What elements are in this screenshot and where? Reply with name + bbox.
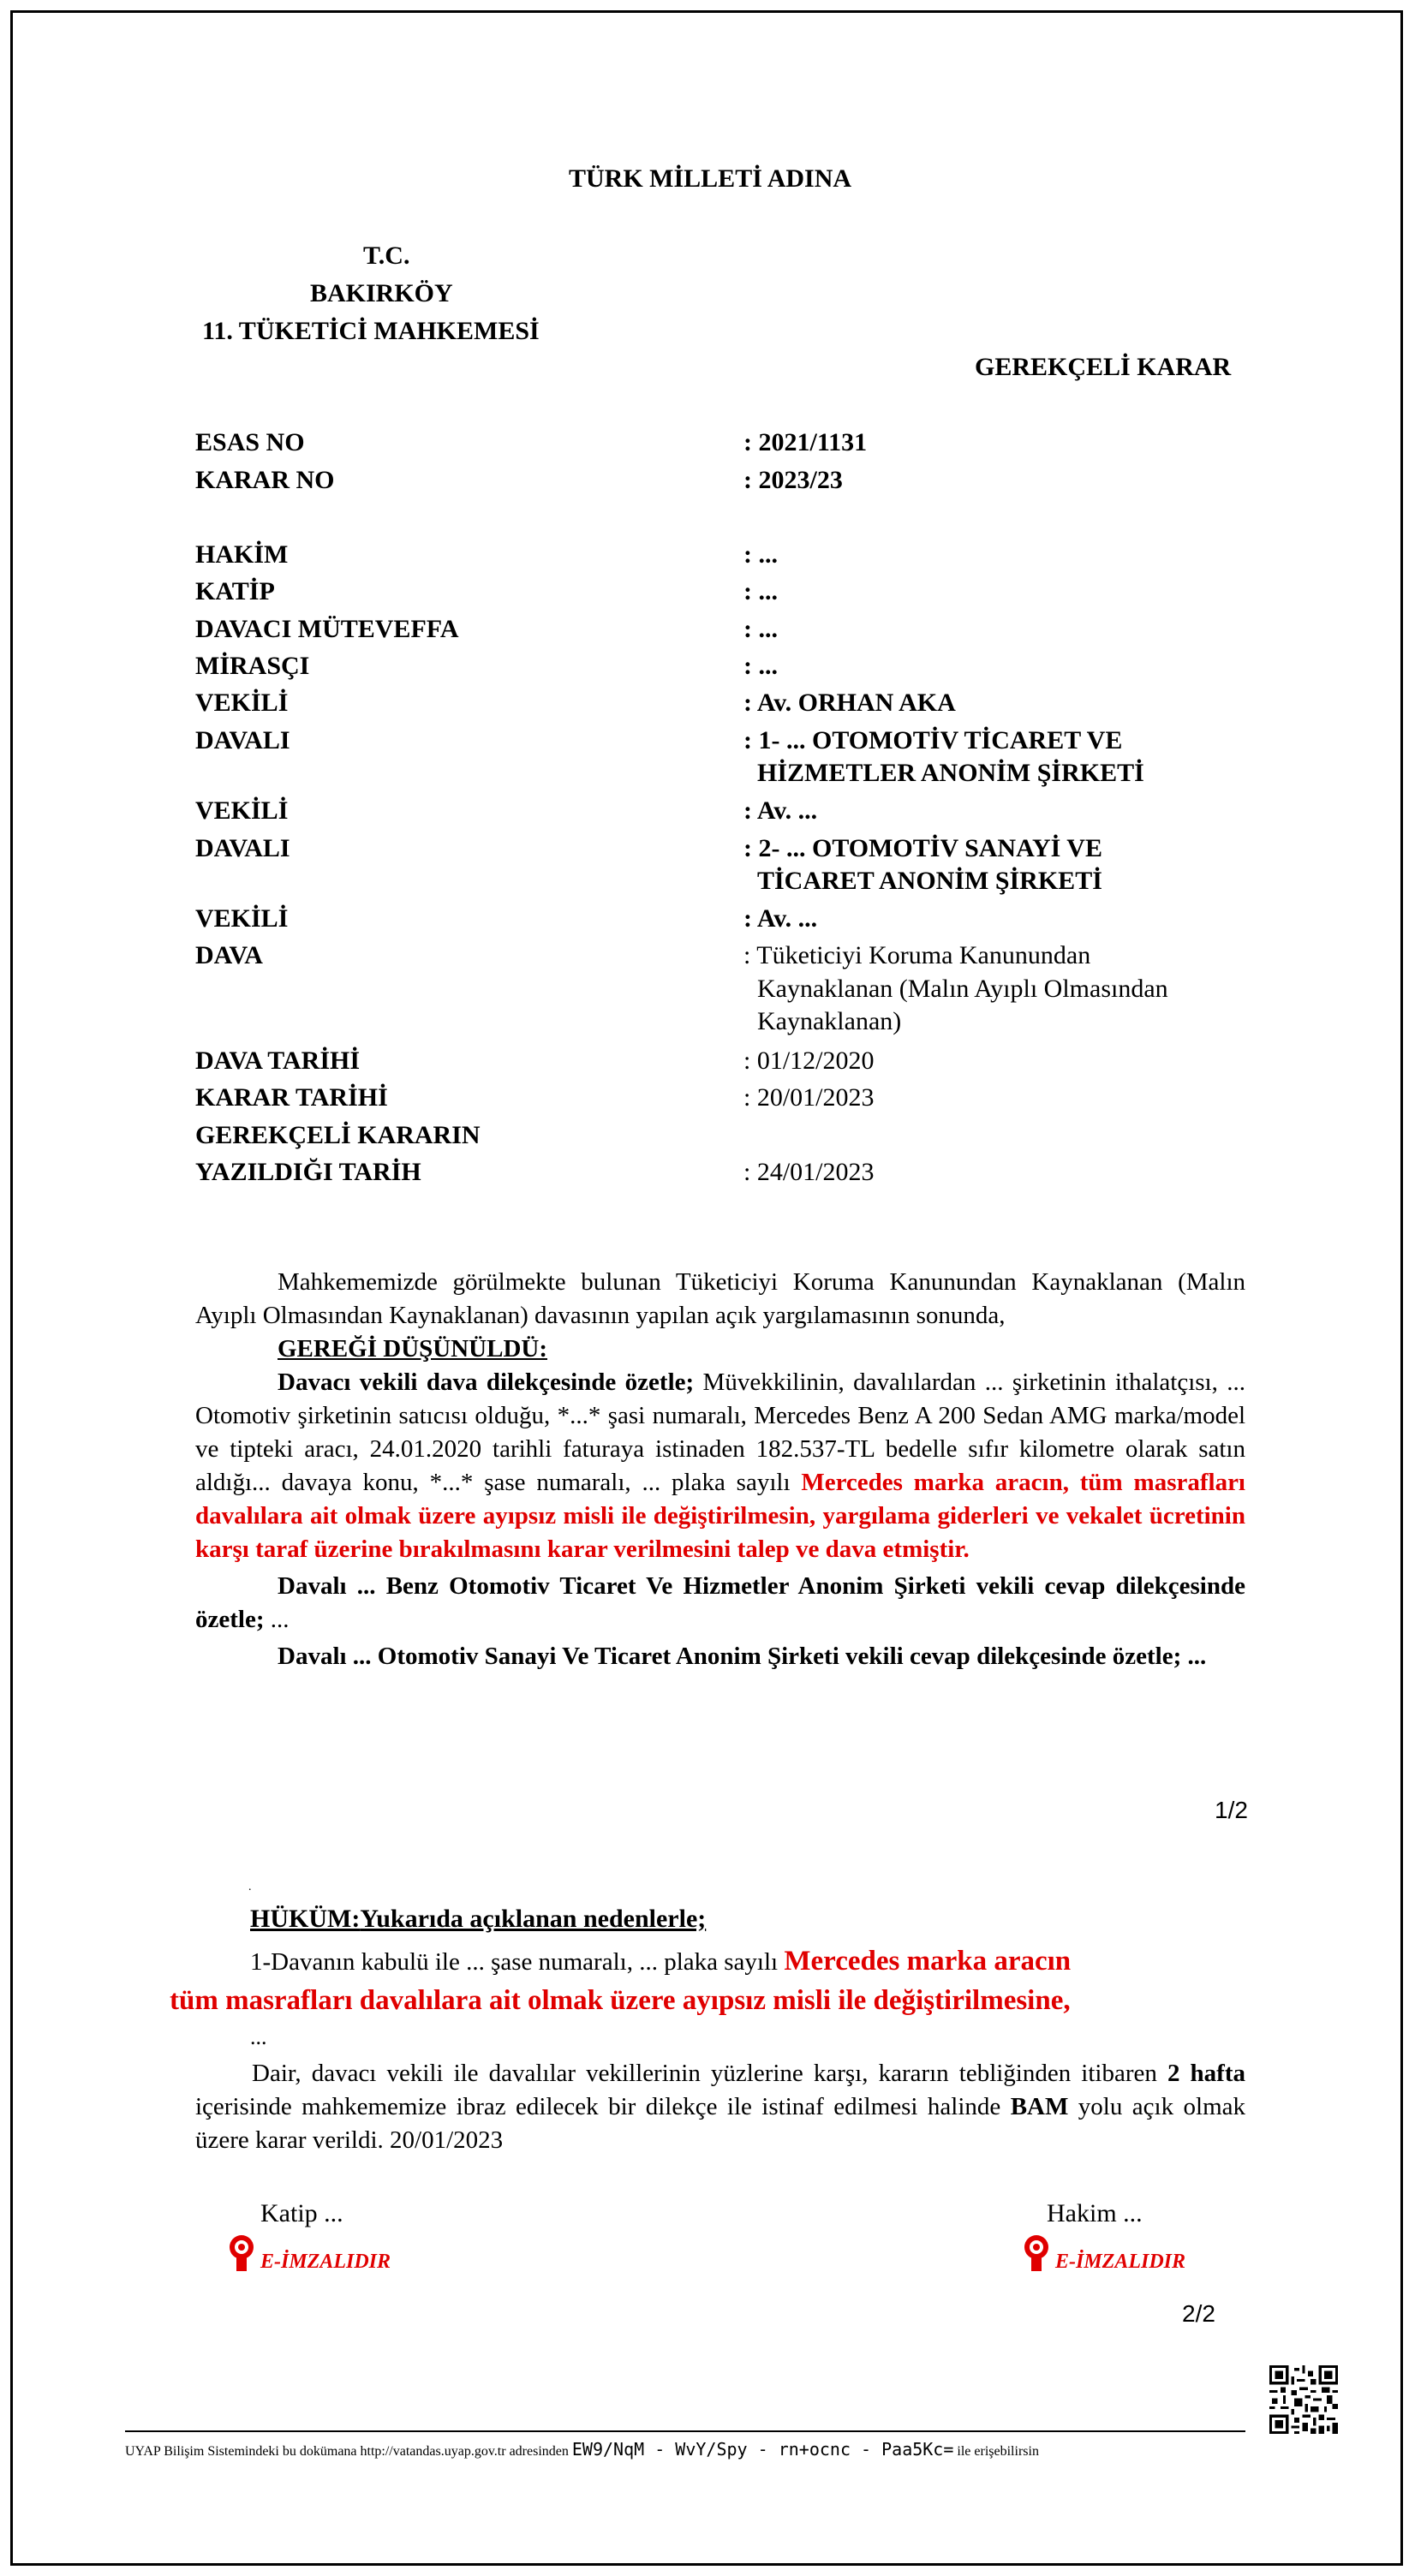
dava-line1: : Tüketiciyi Koruma Kanunundan [743, 941, 1091, 969]
dava-label: DAVA [195, 941, 263, 969]
doc-type-heading: GEREKÇELİ KARAR [975, 353, 1232, 381]
davali2-line1: : 2- ... OTOMOTİV SANAYİ VE [743, 834, 1102, 862]
dair-text-2: içerisinde mahkememize ibraz edilecek bir dilekçe ile istinaf edilmesi halinde [195, 2093, 1011, 2120]
stray-dot: . [248, 1881, 252, 1893]
davali1-label: DAVALI [195, 726, 290, 754]
nation-heading: TÜRK MİLLETİ ADINA [569, 164, 852, 193]
seal-icon [224, 2232, 259, 2273]
vekil3-value: : Av. ... [743, 904, 818, 933]
davali1-line1: : 1- ... OTOMOTİV TİCARET VE [743, 726, 1123, 754]
katip-value: : ... [743, 577, 778, 605]
dava-tarihi-value: : 01/12/2020 [743, 1046, 875, 1075]
city-heading: BAKIRKÖY [310, 279, 453, 307]
hakim-value: : ... [743, 540, 778, 569]
karar-value: : 2023/23 [743, 466, 843, 494]
davaci-label: DAVACI MÜTEVEFFA [195, 615, 459, 643]
footer-access-code: EW9/NqM - WvY/Spy - rn+ocnc - Paa5Kc= [571, 2439, 954, 2460]
hakim-signature-name: Hakim ... [1047, 2199, 1143, 2227]
decision-body [195, 1266, 1245, 1673]
footer-note [125, 2439, 1039, 2460]
footer-rule [125, 2430, 1245, 2432]
hukum-title: HÜKÜM: [250, 1905, 361, 1933]
dava-line3: Kaynaklanan) [757, 1007, 902, 1035]
reply1-lead: Davalı ... Benz Otomotiv Ticaret Ve Hizmetler Anonim Şirketi vekili cevap dilekçesinde özetle; [195, 1572, 1245, 1633]
mirasci-value: : ... [743, 652, 778, 680]
page1-number: 1/2 [1215, 1797, 1248, 1823]
davaci-value: : ... [743, 615, 778, 643]
davali2-label: DAVALI [195, 834, 290, 862]
vekil3-label: VEKİLİ [195, 904, 289, 933]
hakim-esig: E-İMZALIDIR [1055, 2251, 1186, 2273]
mirasci-label: MİRASÇI [195, 652, 310, 680]
reply2-paragraph [195, 1640, 1245, 1673]
vekil1-label: VEKİLİ [195, 689, 289, 717]
gerekceli-label-2: YAZILDIĞI TARİH [195, 1158, 421, 1186]
qr-code-icon [1269, 2365, 1338, 2434]
katip-label: KATİP [195, 577, 275, 605]
claim-request: Mercedes marka aracın, tüm masrafları davalılara ait olmak üzere ayıpsız misli ile değiştirilmesin, yargılama giderleri ve vekalet ücretinin karşı taraf üzerine bırakılmasını karar verilmesini talep ve dava etmiştir. [195, 1469, 1245, 1563]
reply2-lead: Davalı ... Otomotiv Sanayi Ve Ticaret Anonim Şirketi vekili cevap dilekçesinde özetle; ... [278, 1643, 1207, 1670]
dair-bold-2: BAM [1010, 2093, 1069, 2120]
dair-bold-1: 2 hafta [1167, 2060, 1245, 2087]
dava-line2: Kaynaklanan (Malın Ayıplı Olmasından [757, 975, 1168, 1003]
karar-tarihi-label: KARAR TARİHİ [195, 1083, 388, 1112]
vekil2-label: VEKİLİ [195, 796, 289, 825]
davali2-line2: TİCARET ANONİM ŞİRKETİ [757, 867, 1102, 895]
dair-text-3: yolu açık olmak üzere karar verildi. 20/01/2023 [195, 2093, 1246, 2154]
gereği-heading: GEREĞİ DÜŞÜNÜLDÜ: [278, 1335, 548, 1363]
court-heading: 11. TÜKETİCİ MAHKEMESİ [202, 317, 540, 345]
reply1-paragraph [195, 1570, 1245, 1637]
karar-label: KARAR NO [195, 466, 335, 494]
vekil1-value: : Av. ORHAN AKA [743, 689, 956, 717]
page2-number: 2/2 [1182, 2300, 1215, 2327]
esas-label: ESAS NO [195, 428, 305, 456]
seal-icon [1019, 2232, 1054, 2273]
dava-tarihi-label: DAVA TARİHİ [195, 1046, 361, 1075]
reply1-text: ... [264, 1606, 290, 1633]
karar-tarihi-value: : 20/01/2023 [743, 1083, 875, 1112]
hakim-label: HAKİM [195, 540, 289, 569]
hukum-heading [250, 1903, 706, 1935]
claim-text: Müvekkilinin, davalılardan ... şirketinin ithalatçısı, ... Otomotiv şirketinin satıcısı olduğu, *...* şasi numaralı, Mercedes Benz A 200 Sedan AMG marka/model ve tipteki aracı, 24.01.2020 tarihli faturaya istinaden 182.537-TL bedelle sıfır kilometre olarak satın aldığı... davaya konu, *...* şase numaralı, ... plaka sayılı [195, 1368, 1245, 1496]
hukum-item1-prefix: 1-Davanın kabulü ile ... şase numaralı, ... plaka sayılı [250, 1948, 785, 1976]
hukum-item1-line1 [250, 1946, 1071, 1977]
esas-value: : 2021/1131 [743, 428, 868, 456]
dair-paragraph [195, 2057, 1245, 2157]
gerekceli-label-1: GEREKÇELİ KARARIN [195, 1121, 481, 1149]
claim-lead: Davacı vekili dava dilekçesinde özetle; [278, 1368, 695, 1396]
footer-text-pre: UYAP Bilişim Sistemindeki bu dokümana http://vatandas.uyap.gov.tr adresinden [125, 2444, 572, 2459]
katip-signature-name: Katip ... [260, 2199, 343, 2227]
gerekceli-value: : 24/01/2023 [743, 1158, 875, 1186]
hukum-item1-line2: tüm masrafları davalılara ait olmak üzere ayıpsız misli ile değiştirilmesine, [170, 1985, 1071, 2016]
katip-esig: E-İMZALIDIR [260, 2251, 391, 2273]
tc-heading: T.C. [363, 242, 410, 270]
footer-text-post: ile erişebilirsin [953, 2444, 1039, 2459]
hukum-ellipsis: ... [250, 2024, 267, 2049]
davali1-line2: HİZMETLER ANONİM ŞİRKETİ [757, 759, 1144, 787]
dair-text-1: Dair, davacı vekili ile davalılar vekillerinin yüzlerine karşı, kararın tebliğinden itibaren [252, 2060, 1167, 2087]
claim-paragraph [195, 1366, 1245, 1566]
hukum-item1-red-a: Mercedes marka aracın [784, 1946, 1072, 1977]
vekil2-value: : Av. ... [743, 796, 818, 825]
intro-paragraph: Mahkememizde görülmekte bulunan Tüketiciyi Koruma Kanunundan Kaynaklanan (Malın Ayıplı Olmasından Kaynaklanan) davasının yapılan açık yargılamasının sonunda, [195, 1268, 1245, 1329]
hukum-rest: Yukarıda açıklanan nedenlerle; [360, 1905, 707, 1933]
